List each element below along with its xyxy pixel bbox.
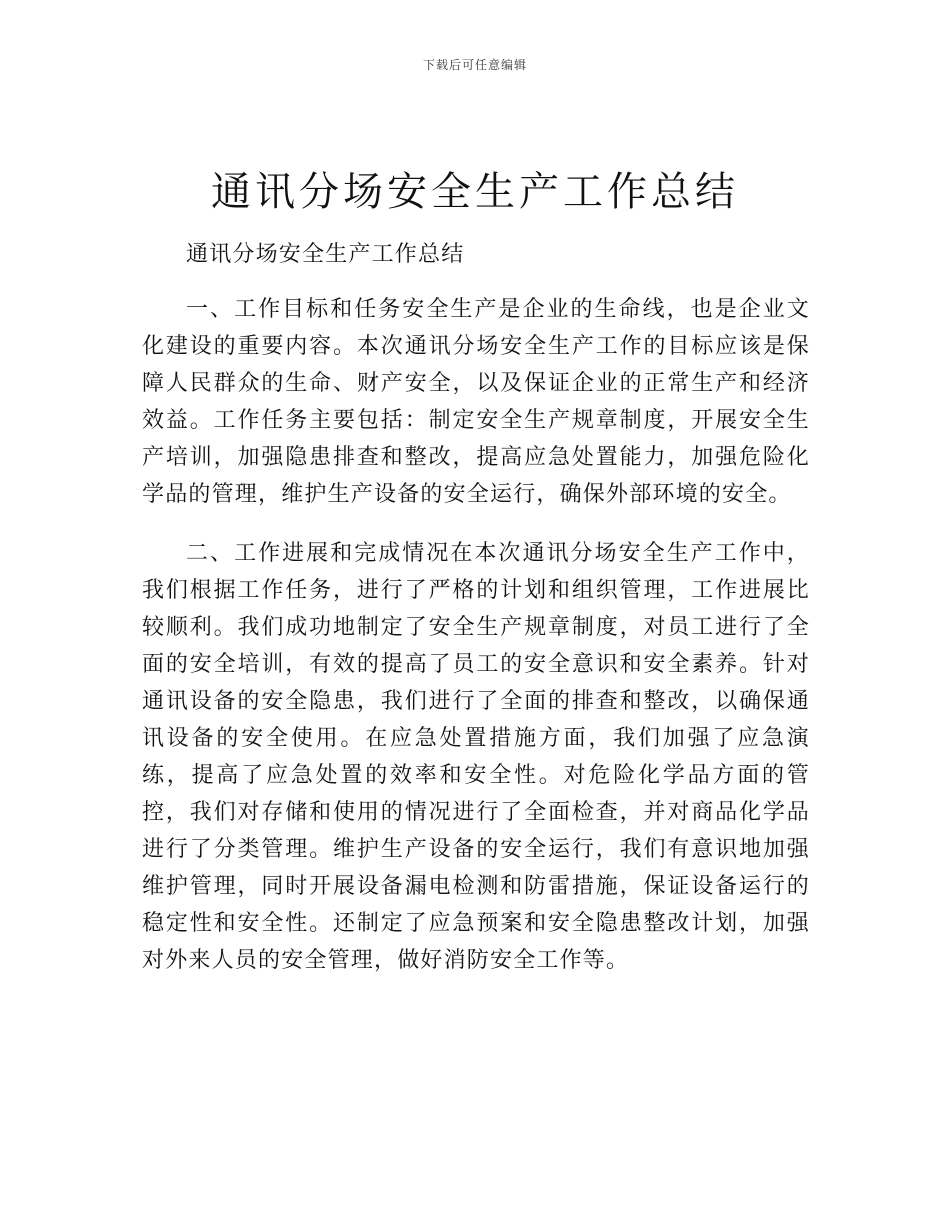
paragraph-goals: 一、工作目标和任务安全生产是企业的生命线，也是企业文化建设的重要内容。本次通讯分场安全生产工作的目标应该是保障人民群众的生命、财产安全，以及保证企业的正常生产和经济效益。工作任务主要包括：制定安全生产规章制度，开展安全生产培训，加强隐患排查和整改，提高应急处置能力，加强危险化学品的管理，维护生产设备的安全运行，确保外部环境的安全。 [142, 297, 810, 507]
header-note: 下载后可任意编辑 [422, 58, 527, 72]
document-title: 通讯分场安全生产工作总结 [211, 169, 739, 215]
paragraph-progress: 二、工作进展和完成情况在本次通讯分场安全生产工作中，我们根据工作任务，进行了严格的计划和组织管理，工作进展比较顺利。我们成功地制定了安全生产规章制度，对员工进行了全面的安全培训，有效的提高了员工的安全意识和安全素养。针对通讯设备的安全隐患，我们进行了全面的排查和整改，以确保通讯设备的安全使用。在应急处置措施方面，我们加强了应急演练，提高了应急处置的效率和安全性。对危险化学品方面的管控，我们对存储和使用的情况进行了全面检查，并对商品化学品进行了分类管理。维护生产设备的安全运行，我们有意识地加强维护管理，同时开展设备漏电检测和防雷措施，保证设备运行的稳定性和安全性。还制定了应急预案和安全隐患整改计划，加强对外来人员的安全管理，做好消防安全工作等。 [142, 541, 810, 973]
document-subtitle: 通讯分场安全生产工作总结 [186, 242, 465, 267]
document-body [142, 236, 810, 979]
